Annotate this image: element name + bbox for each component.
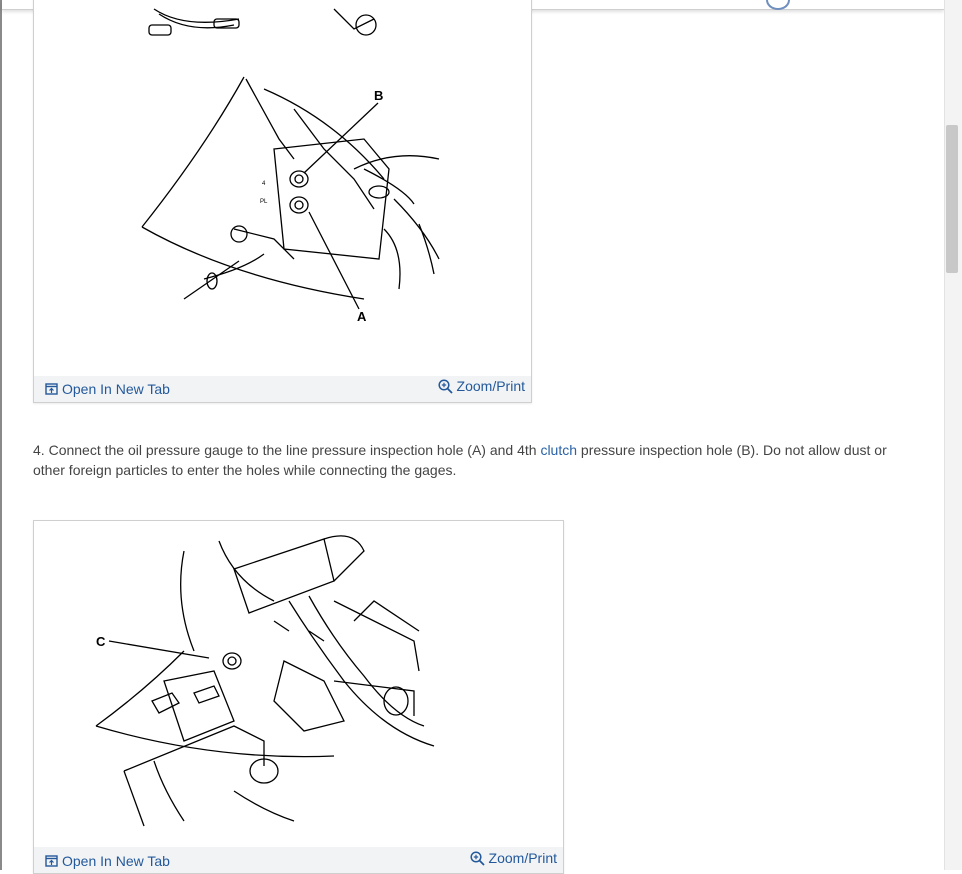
scrollbar-thumb[interactable] — [946, 125, 958, 273]
figure-2-toolbar — [34, 847, 563, 873]
mark-pl: PL — [260, 199, 268, 205]
mark-4th: 4 — [262, 181, 266, 187]
figure-1 — [33, 0, 532, 403]
transmission-diagram-2 — [34, 521, 563, 847]
zoom-icon — [438, 379, 453, 394]
figure-1-toolbar — [34, 376, 531, 402]
open-in-new-tab-button-2[interactable] — [45, 852, 170, 870]
transmission-diagram-1 — [34, 0, 531, 377]
step-text-part-2: pressure inspection hole (B). Do not allow dust or other foreign particles to enter the holes while connecting the gages. — [33, 442, 887, 478]
open-in-new-tab-label: Open In New Tab — [62, 381, 170, 397]
step-number: 4. — [33, 442, 45, 458]
step-text-part-1: Connect the oil pressure gauge to the line pressure inspection hole (A) and 4th — [44, 442, 541, 458]
callout-b: B — [374, 88, 384, 103]
zoom-print-label: Zoom/Print — [456, 378, 525, 394]
header-icon[interactable] — [766, 0, 790, 10]
callout-a: A — [357, 309, 367, 324]
step-4-instruction — [33, 440, 913, 480]
open-tab-icon — [45, 855, 58, 867]
open-tab-icon — [45, 383, 58, 395]
zoom-icon — [470, 851, 485, 866]
open-in-new-tab-label-2: Open In New Tab — [62, 853, 170, 869]
figure-2 — [33, 520, 564, 874]
zoom-print-button-2[interactable] — [470, 849, 557, 867]
left-frame-border — [0, 0, 2, 870]
zoom-print-label-2: Zoom/Print — [488, 850, 557, 866]
open-in-new-tab-button[interactable] — [45, 380, 170, 398]
callout-c: C — [96, 634, 106, 649]
zoom-print-button[interactable] — [438, 377, 525, 395]
clutch-link[interactable]: clutch — [540, 442, 578, 458]
